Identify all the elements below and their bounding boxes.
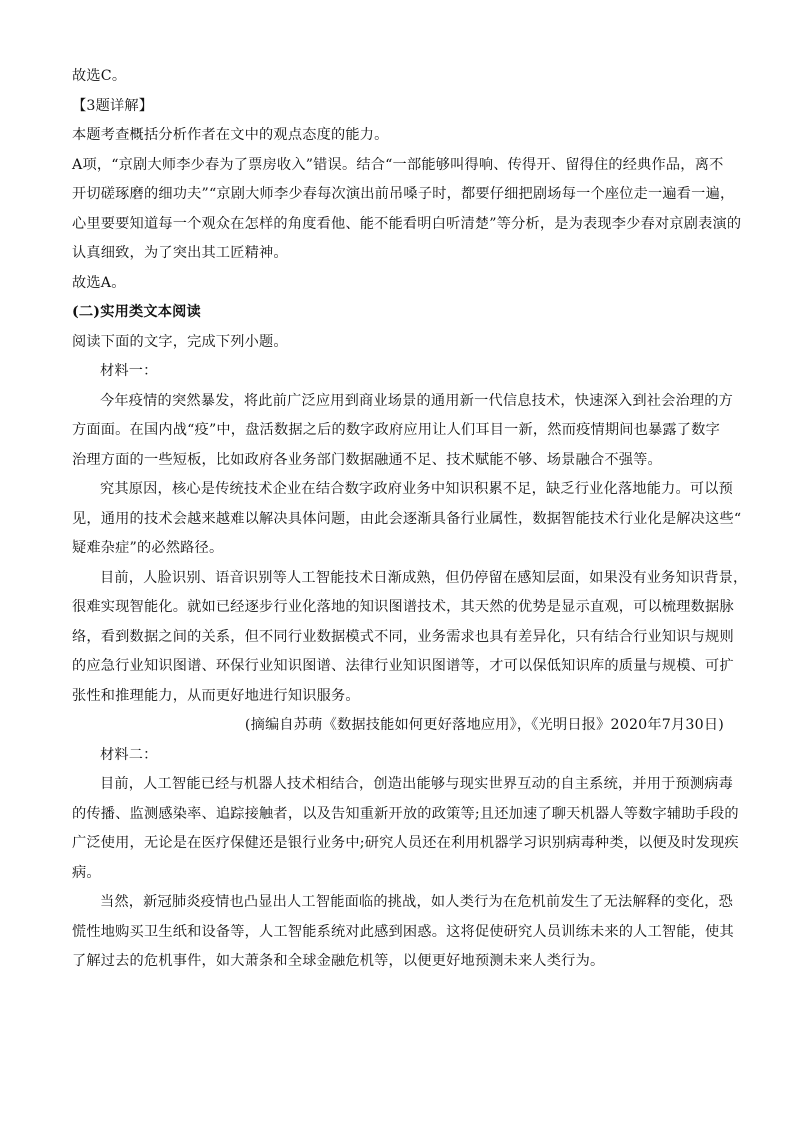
material-two-p2-line-3: 了解过去的危机事件，如大萧条和全球金融危机等，以便更好地预测未来人类行为。 [72,953,605,969]
section-heading-q3: 【3题详解】 [72,97,154,114]
q3-intro: 本题考查概括分析作者在文中的观点态度的能力。 [72,127,389,143]
material-one-p1-line-1: 今年疫情的突然暴发，将此前广泛应用到商业场景的通用新一代信息技术，快速深入到社会治理的方 [100,392,734,409]
material-two-label: 材料二： [100,746,158,763]
q3-analysis-line-4: 认真细致，为了突出其工匠精神。 [72,245,288,261]
material-two-p1-line-1: 目前，人工智能已经与机器人技术相结合，创造出能够与现实世界互动的自主系统，并用于预测病毒 [100,776,734,792]
material-one-p2-line-3: 疑难杂症”的必然路径。 [72,540,224,556]
q3-analysis-line-2: 开切磋琢磨的细功夫”“京剧大师李少春每次演出前吊嗓子时，都要仔细把剧场每一个座位走一遍看一遍， [72,186,735,202]
material-one-p3-line-1: 目前，人脸识别、语音识别等人工智能技术日渐成熟，但仍停留在感知层面，如果没有业务知识背景， [100,569,748,586]
q3-analysis-line-3: 心里要要知道每一个观众在怎样的角度看他、能不能看明白听清楚”等分析，是为表现李少春对京剧表演的 [72,215,742,232]
material-two-p1-line-4: 病。 [72,864,101,881]
material-one-p3-line-2: 很难实现智能化。就如已经逐步行业化落地的知识图谱技术，其天然的优势是显示直观，可以梳理数据脉 [72,599,734,615]
q3-analysis-line-1: A项，“京剧大师李少春为了票房收入”错误。结合“一部能够叫得响、传得开、留得住的经典作品，离不 [72,156,724,173]
material-one-p3-line-4: 的应急行业知识图谱、环保行业知识图谱、法律行业知识图谱等，才可以保低知识库的质量与规模、可扩 [72,658,734,674]
material-two-p2-line-1: 当然，新冠肺炎疫情也凸显出人工智能面临的挑战，如人类行为在危机前发生了无法解释的变化，恐 [100,894,734,910]
material-one-p2-line-1: 究其原因，核心是传统技术企业在结合数字政府业务中知识积累不足，缺乏行业化落地能力。可以预 [100,481,734,497]
material-two-p1-line-3: 广泛使用，无论是在医疗保健还是银行业务中;研究人员还在利用机器学习识别病毒种类，以便及时发现疾 [72,835,739,851]
material-one-label: 材料一： [100,363,158,379]
answer-c: 故选C。 [72,68,127,84]
reading-instruction: 阅读下面的文字，完成下列小题。 [72,333,288,350]
document-page [72,62,748,977]
material-one-source: (摘编自苏萌《数据技能如何更好落地应用》，《光明日报》2020年7月30日) [244,717,724,733]
material-one-p3-line-5: 张性和推理能力，从而更好地进行知识服务。 [72,687,360,704]
material-one-p3-line-3: 络，看到数据之间的关系，但不同行业数据模式不同，业务需求也具有差异化，只有结合行业知识与规则 [72,628,734,645]
material-two-p1-line-2: 的传播、监测感染率、追踪接触者，以及告知重新开放的政策等;且还加速了聊天机器人等数字辅助手段的 [72,805,739,822]
material-two-p2-line-2: 慌性地购买卫生纸和设备等，人工智能系统对此感到困惑。这将促使研究人员训练未来的人工智能，使其 [72,923,734,940]
answer-a: 故选A。 [72,274,126,291]
material-one-p2-line-2: 见，通用的技术会越来越难以解决具体问题，由此会逐渐具备行业属性，数据智能技术行业化是解决这些“ [72,510,742,527]
section-title-practical-reading: (二)实用类文本阅读 [72,304,201,320]
material-one-p1-line-2: 方面面。在国内战“疫”中，盘活数据之后的数字政府应用让人们耳目一新，然而疫情期间也暴露了数字 [72,422,720,438]
material-one-p1-line-3: 治理方面的一些短板，比如政府各业务部门数据融通不足、技术赋能不够、场景融合不强等。 [72,451,662,468]
